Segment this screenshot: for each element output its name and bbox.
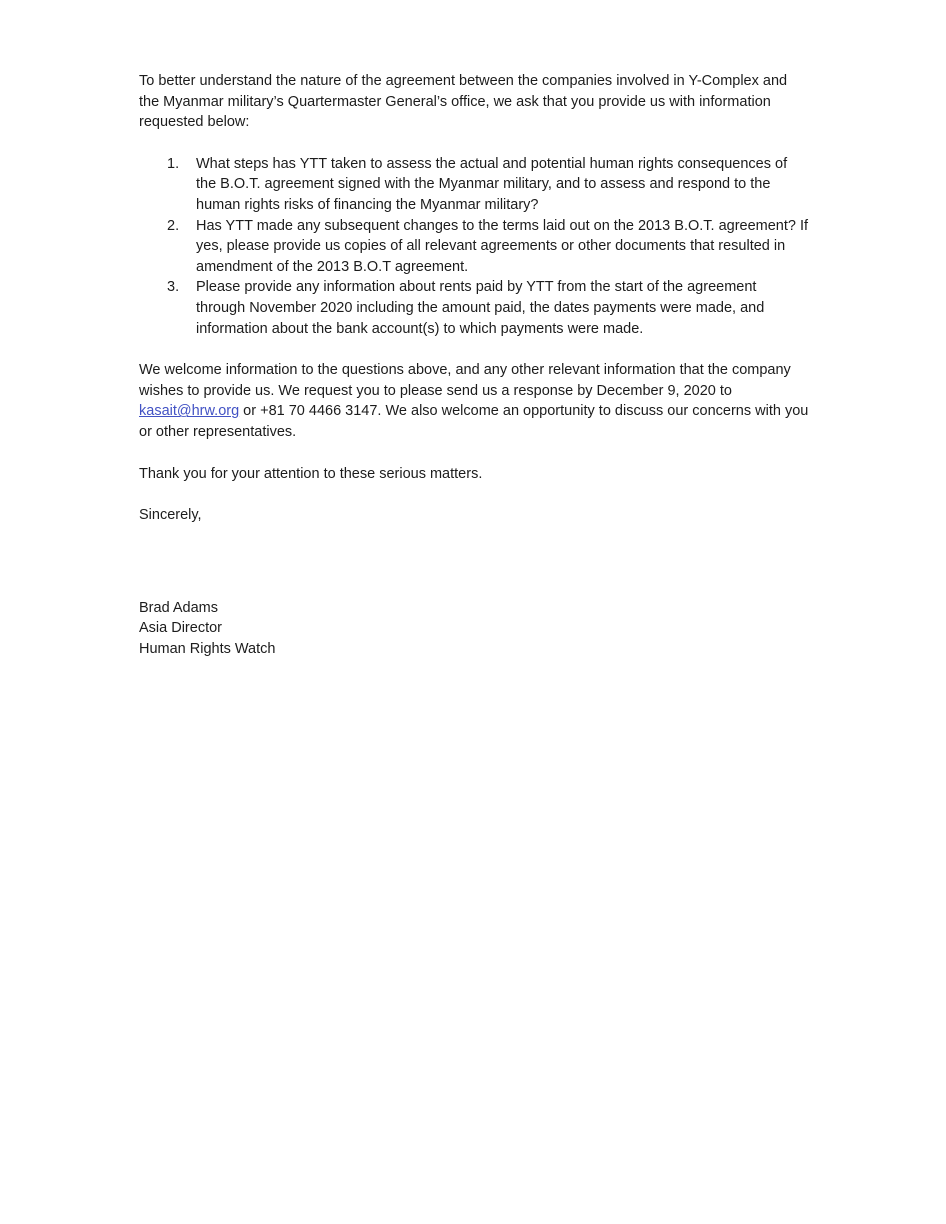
thanks-paragraph: Thank you for your attention to these serious matters.: [139, 465, 483, 482]
signature-block: [139, 598, 809, 660]
list-item: [139, 216, 809, 278]
response-paragraph: [139, 360, 809, 442]
closing-line: Sincerely,: [139, 507, 202, 524]
signature-organization: Human Rights Watch: [139, 640, 276, 657]
questions-list: [139, 154, 809, 339]
response-text-before: We welcome information to the questions above, and any other relevant information that the company wishes to provide us. We request you to please send us a response by December 9, 2020 to: [139, 362, 791, 399]
letter-body: [139, 71, 809, 659]
list-item-text: Has YTT made any subsequent changes to the terms laid out on the 2013 B.O.T. agreement? If yes, please provide us copies of all relevant agreements or other documents that resulted in amendment of the 2013 B.O.T agreement.: [196, 217, 809, 275]
signature-title: Asia Director: [139, 620, 222, 637]
list-item-number: 3.: [167, 279, 180, 296]
response-text-after: or +81 70 4466 3147. We also welcome an opportunity to discuss our concerns with you or other representatives.: [139, 403, 809, 440]
list-item: [139, 154, 809, 216]
intro-paragraph: To better understand the nature of the agreement between the companies involved in Y-Complex and the Myanmar military’s Quartermaster General’s office, we ask that you provide us with information requested below:: [139, 73, 788, 131]
list-item-text: Please provide any information about rents paid by YTT from the start of the agreement through November 2020 including the amount paid, the dates payments were made, and information about the bank account(s) to which payments were made.: [196, 279, 765, 337]
list-item-number: 2.: [167, 217, 180, 234]
email-link[interactable]: kasait@hrw.org: [139, 403, 240, 420]
list-item-text: What steps has YTT taken to assess the actual and potential human rights consequences of the B.O.T. agreement signed with the Myanmar military, and to assess and respond to the human rights risks of financing the Myanmar military?: [196, 155, 788, 213]
list-item: [139, 277, 809, 339]
list-item-number: 1.: [167, 155, 180, 172]
signature-name: Brad Adams: [139, 599, 218, 616]
